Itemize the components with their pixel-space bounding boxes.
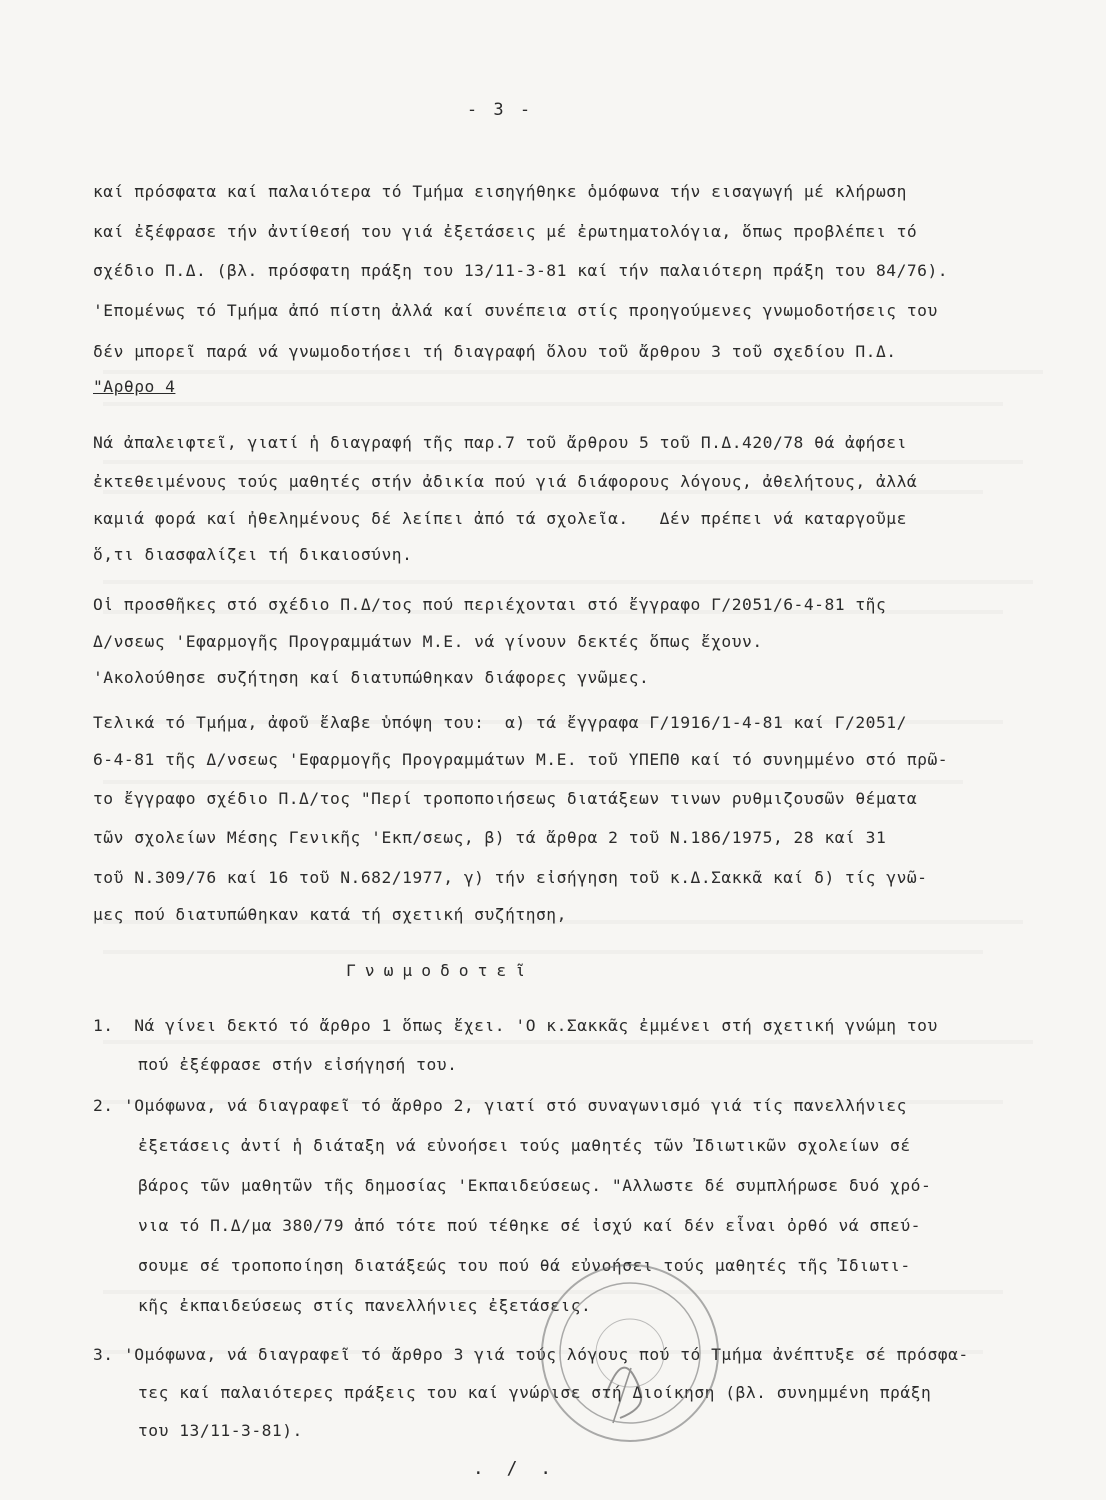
final-line: Τελικά τό Τμήμα, ἀφοῦ ἔλαβε ὑπόψη του: α) τά ἔγγραφα Γ/1916/1-4-81 καί Γ/2051/: [93, 713, 907, 732]
final-line: μες πού διατυπώθηκαν κατά τή σχετική συζήτηση,: [93, 905, 567, 924]
item-2-line: βάρος τῶν μαθητῶν τῆς δημοσίας 'Εκπαιδεύσεως. "Αλλωστε δέ συμπλήρωσε δυό χρό-: [138, 1176, 932, 1195]
official-seal-stamp: [535, 1258, 725, 1448]
item-1-line: πού ἐξέφρασε στήν εἰσήγησή του.: [138, 1055, 458, 1074]
item-2-line: κῆς ἐκπαιδεύσεως στίς πανελλήνιες ἐξετάσεις.: [138, 1296, 592, 1315]
item-3-line: του 13/11-3-81).: [138, 1421, 303, 1440]
paragraph-line: σχέδιο Π.Δ. (βλ. πρόσφατη πράξη του 13/11-3-81 καί τήν παλαιότερη πράξη του 84/76).: [93, 261, 949, 280]
final-line: τῶν σχολείων Μέσης Γενικῆς 'Εκπ/σεως, β) τά ἄρθρα 2 τοῦ Ν.186/1975, 28 καί 31: [93, 828, 887, 847]
additions-line: 'Ακολούθησε συζήτηση καί διατυπώθηκαν διάφορες γνῶμες.: [93, 668, 650, 687]
article-4-line: ὅ,τι διασφαλίζει τή δικαιοσύνη.: [93, 545, 413, 564]
additions-line: Οἱ προσθῆκες στό σχέδιο Π.Δ/τος πού περιέχονται στό ἔγγραφο Γ/2051/6-4-81 τῆς: [93, 595, 887, 614]
final-line: τοῦ Ν.309/76 καί 16 τοῦ Ν.682/1977, γ) τήν εἰσήγηση τοῦ κ.Δ.Σακκᾶ καί δ) τίς γνῶ-: [93, 868, 928, 887]
item-2-line: ἐξετάσεις ἀντί ἡ διάταξη νά εὐνοήσει τούς μαθητές τῶν Ἰδιωτικῶν σχολείων σέ: [138, 1136, 911, 1155]
item-2-line: σουμε σέ τροποποίηση διατάξεώς του πού θά εὐνοήσει τούς μαθητές τῆς Ἰδιωτι-: [138, 1256, 911, 1275]
gnomodotei-heading: Γνωμοδοτεῖ: [345, 961, 535, 980]
article-4-heading: "Αρθρο 4: [93, 377, 176, 396]
paragraph-line: καί ἐξέφρασε τήν ἀντίθεσή του γιά ἐξετάσεις μέ ἐρωτηματολόγια, ὅπως προβλέπει τό: [93, 222, 918, 241]
item-2-line: 2. 'Ομόφωνα, νά διαγραφεῖ τό ἄρθρο 2, γιατί στό συναγωνισμό γιά τίς πανελλήνιες: [93, 1096, 907, 1115]
additions-line: Δ/νσεως 'Εφαρμογῆς Προγραμμάτων Μ.Ε. νά γίνουν δεκτές ὅπως ἔχουν.: [93, 632, 763, 651]
article-4-line: ἐκτεθειμένους τούς μαθητές στήν ἀδικία πού γιά διάφορους λόγους, ἀθελήτους, ἀλλά: [93, 472, 918, 491]
article-4-line: Νά ἀπαλειφτεῖ, γιατί ἡ διαγραφή τῆς παρ.7 τοῦ ἄρθρου 5 τοῦ Π.Δ.420/78 θά ἀφήσει: [93, 433, 907, 452]
final-line: το ἔγγραφο σχέδιο Π.Δ/τος "Περί τροποποιήσεως διατάξεων τινων ρυθμιζουσῶν θέματα: [93, 789, 918, 808]
final-line: 6-4-81 τῆς Δ/νσεως 'Εφαρμογῆς Προγραμμάτων Μ.Ε. τοῦ ΥΠΕΠΘ καί τό συνημμένο στό πρῶ-: [93, 750, 949, 769]
article-4-line: καμιά φορά καί ἠθελημένους δέ λείπει ἀπό τά σχολεῖα. Δέν πρέπει νά καταργοῦμε: [93, 509, 907, 528]
item-2-line: νια τό Π.Δ/μα 380/79 ἀπό τότε πού τέθηκε σέ ἰσχύ καί δέν εἶναι ὀρθό νά σπεύ-: [138, 1216, 921, 1235]
paragraph-line: δέν μπορεῖ παρά νά γνωμοδοτήσει τή διαγραφή ὅλου τοῦ ἄρθρου 3 τοῦ σχεδίου Π.Δ.: [93, 342, 897, 361]
continuation-mark: . / .: [472, 1458, 558, 1479]
item-3-line: 3. 'Ομόφωνα, νά διαγραφεῖ τό ἄρθρο 3 γιά τούς λόγους πού τό Τμήμα ἀνέπτυξε σέ πρόσφα-: [93, 1345, 969, 1364]
item-3-line: τες καί παλαιότερες πράξεις του καί γνώρισε στή Διοίκηση (βλ. συνημμένη πράξη: [138, 1383, 932, 1402]
page-number: - 3 -: [466, 100, 534, 120]
item-1-line: 1. Νά γίνει δεκτό τό ἄρθρο 1 ὅπως ἔχει. 'Ο κ.Σακκᾶς ἐμμένει στή σχετική γνώμη του: [93, 1016, 938, 1035]
paragraph-line: καί πρόσφατα καί παλαιότερα τό Τμήμα εισηγήθηκε ὁμόφωνα τήν εισαγωγή μέ κλήρωση: [93, 182, 907, 201]
paragraph-line: 'Επομένως τό Τμήμα ἀπό πίστη ἀλλά καί συνέπεια στίς προηγούμενες γνωμοδοτήσεις του: [93, 301, 938, 320]
